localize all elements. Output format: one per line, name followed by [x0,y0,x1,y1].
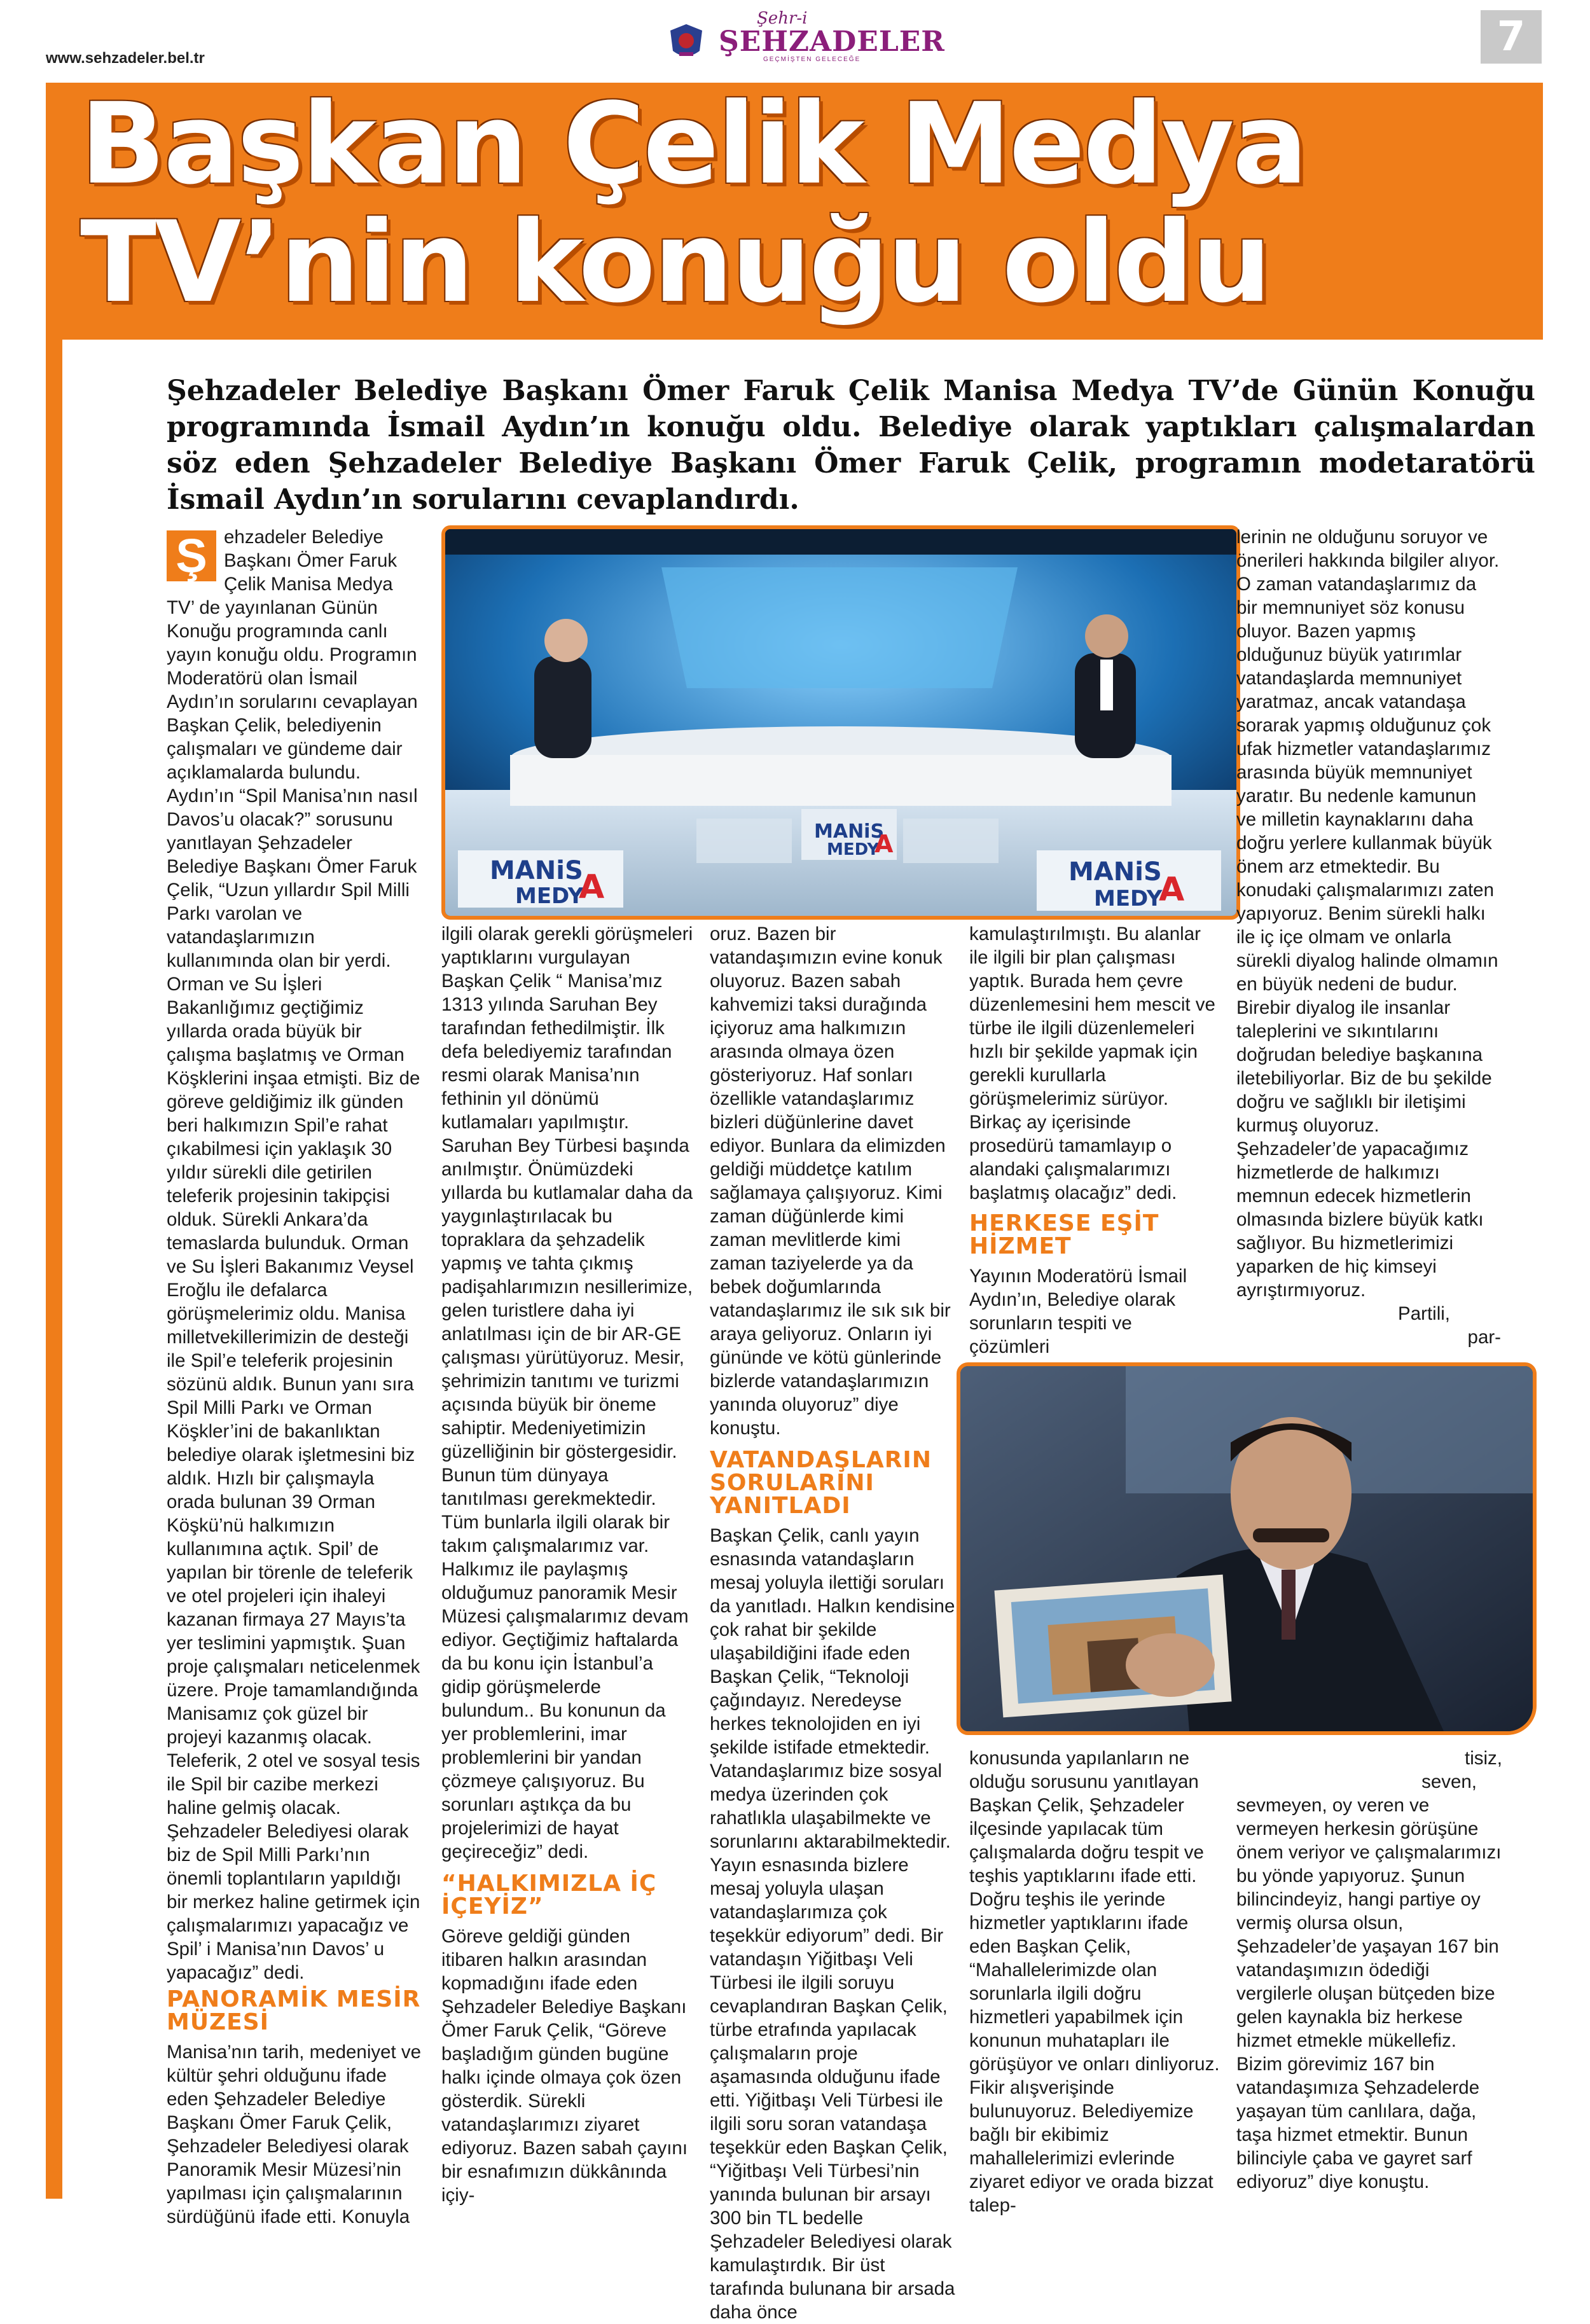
headline-banner [62,79,1543,340]
col3-paragraph-1: oruz. Bazen bir vatandaşımızın evine konuk oluyoruz. Bazen sabah kahvemizi taksi durağında içiyoruz ama halkımızın arasında olmaya özen gösteriyoruz. Haf sonları özellikle vatandaşlarımız bizleri düğünlerine davet ediyor. Bunlara da elimizden geldiği müddetçe katılım sağlamaya çalışıyoruz. Kimi zaman düğünlerde kimi zaman mevlitlerde kimi zaman taziyelerde ya da bebek doğumlarında vatandaşlarımız ile sık sık bir araya geliyoruz. Onların iyi gününde ve kötü günlerinde bizlerde vatandaşlarımızın yanında oluyoruz” diye konuştu. [710,923,951,1439]
drop-cap: Ş [167,530,216,581]
studio-desk-logo-center-2: MEDY [827,840,880,859]
col5-paragraph-1: lerinin ne olduğunu soruyor ve önerileri hakkında bilgiler alıyor. O zaman vatandaşlarımız da bir memnuniyet söz konusu oluyor. Bazen yapmış olduğunuz büyük yatırımlar vatandaşlarda memnuniyet yaratmaz, ancak vatandaşa sorarak yapmış olduğunuz çok ufak hizmetler vatandaşlarımız arasında büyük memnuniyet yaratır. Bu nedenle kamunun ve milletin kaynaklarını daha doğru yerlere kullanmak büyük önem arz etmektedir. Bu konudaki çalışmalarımızı zaten yapıyoruz. Benim sürekli halkı ile iç içe olmam ve onlarla sürekli diyalog halinde olmamın en büyük nedeni de budur. Birebir diyalog ile insanlar taleplerini ve sıkıntılarını doğrudan belediye başkanına iletebiliyorlar. Biz de bu şekilde doğru ve sağlıklı bir iletişimi kurmuş oluyoruz. Şehzadeler’de yapacağımız hizmetlerde de halkımızı memnun edecek hizmetlerin olmasında bizlere büyük katkı sağlıyor. Bu hizmetlerimizi yaparken de hiç kimseyi ayrıştırmıyoruz. [1236,527,1500,1301]
subheading-halkimizla: “HALKIMIZLA İÇ İÇEYİZ” [441,1871,657,1919]
article-column-1 [167,525,424,2229]
col5-paragraph-2: sevmeyen, oy veren ve vermeyen herkesin görüşüne önem veriyor ve çalışmalarımızı bu yönde yapıyoruz. Şunun bilincindeyiz, hangi partiye oy vermiş olursa olsun, Şehzadeler’de yaşayan 167 bin vatandaşımızın ödediği vergilerle oluşan bütçeden bize gelen kaynakla biz herkese hizmet etmekle mükellefiz. Bizim görevimiz 167 bin vatandaşımıza Şehzadelerde yaşayan tüm canlılara, dağa, taşa hizmet etmektir. Bunun bilinciyle çaba ve gayret sarf ediyoruz” diye konuştu. [1236,1795,1502,2192]
studio-desk-logo-center-accent: A [874,830,894,858]
col1-paragraph-1: ehzadeler Belediye Başkanı Ömer Faruk Çelik Manisa Medya TV’ de yayınlanan Günün Konuğu programında canlı yayın konuğu oldu. Programın Moderatörü olan İsmail Aydın’ın sorularını cevaplayan Başkan Çelik, belediyenin çalışmaları ve gündeme dair açıklamalarda bulundu. Aydın’ın “Spil Manisa’nın nasıl Davos’u olacak?” sorusunu yanıtlayan Şehzadeler Belediye Başkanı Ömer Faruk Çelik, “Uzun yıllardır Spil Milli Parkı varolan ve vatandaşlarımızın kullanımında olan bir yerdi. Orman ve Su İşleri Bakanlığımız geçtiğimiz yıllarda orada büyük bir çalışma başlatmış ve Orman Köşklerini inşaa etmişti. Biz de göreve geldiğimiz ilk günden beri halkımızın Spil’e rahat çıkabilmesi için yaklaşık 30 yıldır sürekli dile getirilen teleferik projesinin takipçisi olduk. Sürekli Ankara’da temaslarda bulunduk. Orman ve Su İşleri Bakanımız Veysel Eroğlu ile defalarca görüşmelerimiz oldu. Manisa milletvekillerimizin de desteği ile Spil’e teleferik projesinin sözünü aldık. Bunun yanı sıra Spil Milli Parkı ve Orman Köşkler’ini de bakanlıktan belediye olarak işletmesini biz aldık. Hızlı bir çalışmayla orada bulunan 39 Orman Köşkü’nü halkımızın kullanımına açtık. Spil’ de yapılan bir törenle de teleferik ve otel projeleri için ihaleyi kazanan firmaya 27 Mayıs’ta yer teslimini yapmıştık. Şuan proje çalışmaları neticelenmek üzere. Proje tamamlandığında Manisamız çok güzel bir projeyi kazanmış olacak. Teleferik, 2 otel ve sosyal tesis ile Spil bir cazibe merkezi haline gelmiş olacak. Şehzadeler Belediyesi olarak biz de Spil Milli Parkı’nın önemli toplantıların yapıldığı bir merkez haline getirmek için çalışmalarımızı yapacağız ve Spil’ i Manisa’nın Davos’ u yapacağız” dedi. [167,527,420,1983]
article-column-5-bottom [1236,1746,1502,2194]
col4-paragraph-3: konusunda yapılanların ne olduğu sorusunu yanıtlayan Başkan Çelik, Şehzadeler ilçesinde yapılacak tüm çalışmalarda doğru tespit ve teşhis yaptıklarını ifade etti. Doğru teşhis ile yerinde hizmetler yaptıklarını ifade eden Başkan Çelik, “Mahallelerimizde olan sorunlarla ilgili doğru hizmetleri yapabilmek için konunun muhatapları ile görüşüyor ve onları dinliyoruz. Fikir alışverişinde bulunuyoruz. Belediyemize bağlı bir ekibimiz mahallelerimizi evlerinde ziyaret ediyor ve orada bizzat talep- [969,1748,1220,2216]
studio-desk-logo-right: MANiS [1068,857,1162,887]
headline [80,79,1530,328]
mayor-portrait-photo [957,1362,1537,1735]
tv-studio-photo [441,525,1240,920]
studio-desk-logo-left: MANiS [490,856,583,885]
headline-line-2: TV’nin konuğu oldu [80,197,1270,328]
tv-studio-illustration [445,529,1236,916]
article-column-4-top [969,922,1217,1359]
page-number: 7 [1481,10,1542,64]
col3-paragraph-2: Başkan Çelik, canlı yayın esnasında vatandaşların mesaj yoluyla ilettiği soruları da yanıtladı. Halkın kendisine çok rahat bir şekilde ulaşabildiğini ifade eden Başkan Çelik, “Teknoloji çağındayız. Neredeyse herkes teknolojiden en iyi şekilde istifade etmektedir. Vatandaşlarımız bize sosyal medya üzerinden çok rahatlıkla ulaşabilmekte ve sorunlarını aktarabilmektedir. Yayın esnasında bizlere mesaj yoluyla ulaşan vatandaşlarımıza çok teşekkür ediyorum” dedi. Bir vatandaşın Yiğitbaşı Veli Türbesi ile ilgili soruyu cevaplandıran Başkan Çelik, türbe etrafında yapılacak çalışmaların proje aşamasında olduğunu ifade etti. Yiğitbaşı Veli Türbesi ile ilgili soru soran vatandaşa teşekkür eden Başkan Çelik, “Yiğitbaşı Veli Türbesi’nin yanında bulunan bir arsayı 300 bin TL bedelle Şehzadeler Belediyesi olarak kamulaştırdık. Bir üst tarafında bulunana bir arsada daha önce [710,1525,955,2323]
subheading-vatandaslarin: VATANDAŞLARIN SORULARINI YANITLADI [710,1447,932,1519]
logo-tagline: GEÇMİŞTEN GELECEĞE [763,56,861,63]
col2-paragraph-1b: Halkımız ile paylaşmış olduğumuz panoramik Mesir Müzesi çalışmalarımız devam ediyor. Geçtiğimiz haftalarda da bu konu için İstanbul’a gidip görüşmelerde bulundum.. Bu konunun da yer problemlerini, imar problemlerini bir yandan çözmeye çalışıyoruz. Bu sorunları aştıkça da bu projelerimizi de hayat geçireceğiz” dedi. [441,1559,689,1862]
studio-desk-logo-right-accent: A [1159,871,1185,909]
col1-paragraph-2: Manisa’nın tarih, medeniyet ve kültür şehri olduğunu ifade eden Şehzadeler Belediye Başkanı Ömer Faruk Çelik, Şehzadeler Belediyesi olarak Panoramik Mesir Müzesi’nin yapılması için çalışmalarının sürdüğünü ifade etti. Konuyla [167,2042,422,2227]
studio-desk-logo-left-2: MEDY [515,883,584,909]
publication-logo [668,9,945,63]
subheading-panoramik: PANORAMİK MESİR MÜZESİ [167,1986,421,2035]
logo-main: ŞEHZADELER [719,25,945,58]
studio-desk-logo-right-2: MEDY [1094,886,1163,911]
article-column-3 [710,922,955,2324]
subheading-herkese: HERKESE EŞİT HİZMET [969,1210,1159,1259]
lead-paragraph: Şehzadeler Belediye Başkanı Ömer Faruk Çelik Manisa Medya TV’de Günün Konuğu programında İsmail Aydın’ın konuğu oldu. Belediye olarak yaptıkları çalışmalardan söz eden Şehzadeler Belediye Başkanı Ömer Faruk Çelik, programın modetaratörü İsmail Aydın’ın sorularını cevaplandırdı. [167,375,1535,516]
studio-desk-logo-center: MANiS [814,820,885,843]
col5-word-seven: seven, [1421,1771,1477,1792]
col2-paragraph-1: ilgili olarak gerekli görüşmeleri yaptıklarını vurgulayan Başkan Çelik “ Manisa’mız 1313 yılında Saruhan Bey tarafından fethedilmiştir. İlk defa belediyemiz tarafından resmi olarak Manisa’nın fethinin yıl dönümü kutlamaları yapılmıştır. Saruhan Bey Türbesi başında anılmıştır. Önümüzdeki yıllarda bu kutlamalar daha da yaygınlaştırılacak bu topraklara da şehzadelik yapmış ve tahta çıkmış padişahlarımızın nesillerimize, gelen turistlere daha iyi anlatılması için de bir AR-GE çalışması yürütüyoruz. Mesir, şehrimizin tanıtımı ve turizmi açısında büyük bir öneme sahiptir. Medeniyetimizin güzelliğinin bir göstergesidir. Bunun tüm dünyaya tanıtılması gerekmektedir. Tüm bunlarla ilgili olarak bir takım çalışmalarımız var. [441,923,693,1556]
website-url[interactable]: www.sehzadeler.bel.tr [46,50,205,67]
mayor-portrait-illustration [960,1366,1533,1731]
municipality-crest-icon [668,23,705,62]
col2-paragraph-2: Göreve geldiği günden itibaren halkın arasından kopmadığını ifade eden Şehzadeler Belediye Başkanı Ömer Faruk Çelik, “Göreve başladığım günden bugüne halkı içinde olmaya çok özen gösterdik. Sürekli vatandaşlarımızı ziyaret ediyoruz. Bazen sabah çayını bir esnafımızın dükkânında içiy- [441,1926,688,2206]
col4-paragraph-1: kamulaştırılmıştı. Bu alanlar ile ilgili bir plan çalışması yaptık. Burada hem çevre düzenlemesini hem mescit ve türbe ile ilgili düzenlemeleri hızlı bir şekilde yapmak için gerekli kurullarla görüşmelerimiz sürüyor. Birkaç ay içerisinde prosedürü tamamlayıp o alandaki çalışmalarımızı başlatmış olacağız” dedi. [969,923,1215,1203]
article-column-4-bottom [969,1746,1224,2217]
col5-word-par: par- [1467,1327,1501,1348]
article-column-2 [441,922,696,2207]
col5-word-tisiz: tisiz, [1465,1748,1502,1769]
article-column-5-top [1236,525,1501,1349]
col4-paragraph-2: Yayının Moderatörü İsmail Aydın’ın, Belediye olarak sorunların tespiti ve çözümleri [969,1266,1187,1357]
logo-script: Şehr-i [757,9,808,28]
headline-line-1: Başkan Çelik Medya [80,79,1306,209]
studio-desk-logo-left-accent: A [579,868,605,906]
left-accent-bar [46,83,62,2199]
col5-word-partili: Partili, [1398,1303,1450,1324]
